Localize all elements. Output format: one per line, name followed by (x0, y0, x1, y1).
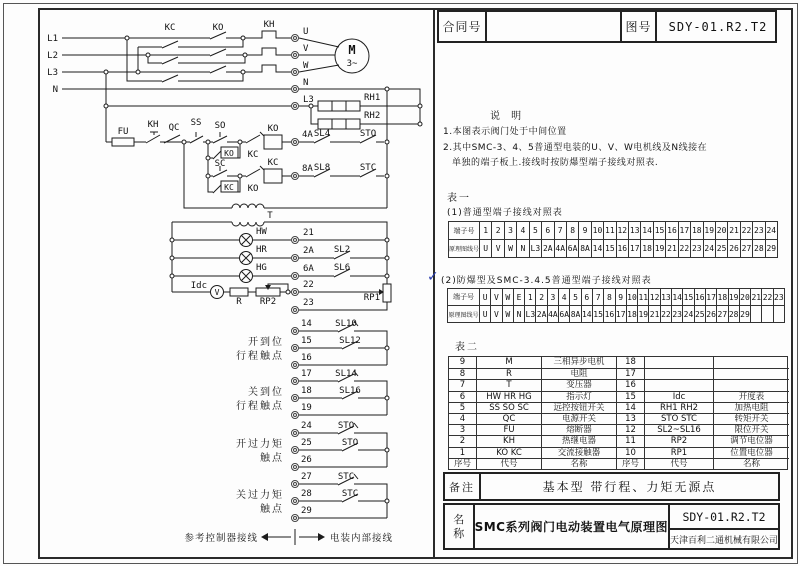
component-cell: KH (476, 435, 541, 446)
terminal-25-label: 25 (301, 438, 312, 448)
terminal-24-label: 24 (301, 421, 312, 431)
motor-phase-label: 3~ (346, 59, 358, 69)
component-cell: HW HR HG (476, 391, 541, 402)
terminal-no-cell: 1 (479, 222, 491, 239)
wire-no-cell (773, 306, 784, 322)
component-cell: 位置电位器 (713, 447, 789, 458)
wire-no-cell: 6A (558, 306, 569, 322)
terminal-no-cell: 8 (566, 222, 578, 239)
terminal-no-cell: E (513, 289, 524, 305)
component-cell: STO STC (644, 413, 713, 424)
wire-6a-label: 6A (303, 264, 314, 274)
component-cell: 转矩开关 (713, 413, 789, 424)
component-cell: 热继电器 (541, 435, 616, 446)
wire-no-cell: 8A (569, 306, 580, 322)
terminal-no-cell: 10 (591, 222, 603, 239)
component-cell: 14 (616, 402, 644, 413)
terminal-no-cell: 4 (516, 222, 528, 239)
ko-bank-label: KO (212, 23, 224, 33)
sl16-label: SL16 (339, 386, 361, 396)
terminal-no-cell: 12 (648, 289, 659, 305)
remark-block (443, 472, 780, 501)
wire-no-cell: 17 (628, 240, 640, 257)
component-cell: T (476, 379, 541, 390)
terminal-no-cell: 18 (690, 222, 702, 239)
ko-coil-label: KO (267, 124, 279, 134)
phase-l3-label: L3 (47, 68, 58, 78)
sto-a-label: STO (337, 421, 355, 431)
wire-no-cell: 2A (535, 306, 546, 322)
terminal-no-cell: 11 (637, 289, 648, 305)
wire-no-cell: L3 (524, 306, 535, 322)
rh1-label: RH1 (364, 93, 381, 103)
terminal-no-cell: 19 (728, 289, 739, 305)
terminal-14-label: 14 (301, 319, 312, 329)
note-line-3: 单独的端子板上.接线时按防爆型端子接线对照表. (452, 158, 659, 168)
wire-no-cell: 18 (626, 306, 637, 322)
terminal-no-cell: 5 (569, 289, 580, 305)
component-cell: 9 (459, 357, 466, 367)
kc-aux-label: KC (224, 183, 234, 192)
terminal-no-cell: 17 (678, 222, 690, 239)
terminal-no-cell: 22 (761, 289, 772, 305)
terminal-no-cell: 21 (727, 222, 739, 239)
terminal-no-cell: 6 (581, 289, 592, 305)
component-cell: R (476, 368, 541, 379)
wire-no-cell: 17 (615, 306, 626, 322)
component-cell: 13 (616, 413, 644, 424)
sto-b-label: STO (341, 438, 359, 448)
terminal-29-label: 29 (301, 506, 312, 516)
wire-no-cell: 4A (554, 240, 566, 257)
open-contactor-coil (264, 135, 282, 149)
terminal-no-cell: 20 (715, 222, 727, 239)
ko-interlock-label: KO (247, 184, 259, 194)
terminal-no-cell: 21 (750, 289, 761, 305)
terminal-no-cell: 23 (752, 222, 764, 239)
wire-no-cell: 19 (637, 306, 648, 322)
lamp-hw (240, 234, 253, 247)
component-cell: 11 (616, 435, 644, 446)
wire-no-cell: V (491, 240, 503, 257)
terminal-no-cell: 6 (541, 222, 553, 239)
terminal-no-cell: 3 (504, 222, 516, 239)
terminal-28-label: 28 (301, 489, 312, 499)
component-legend-table (448, 356, 788, 470)
terminal-table-explosion-proof (447, 288, 785, 323)
sl8-label: SL8 (313, 163, 331, 173)
component-cell: QC (476, 413, 541, 424)
terminal-no-cell: 9 (615, 289, 626, 305)
resistor-symbol (230, 288, 248, 296)
terminal-no-row (448, 289, 784, 305)
terminal-no-cell: 14 (671, 289, 682, 305)
component-boxes (112, 39, 391, 541)
component-cell: M (476, 357, 541, 368)
wire-no-cell: 27 (740, 240, 752, 257)
component-cell: SL2~SL16 (644, 424, 713, 435)
terminal-no-cell: 15 (653, 222, 665, 239)
remark-value: 基本型 带行程、力矩无源点 (542, 480, 717, 494)
component-cell (713, 368, 789, 379)
terminal-table-standard (448, 221, 778, 258)
component-cell: 2 (449, 435, 476, 446)
component-cell: RP2 (644, 435, 713, 446)
component-cell: 代号 (644, 458, 713, 469)
stc-a-label: STC (337, 472, 355, 482)
terminal-18-label: 18 (301, 386, 312, 396)
rh2-label: RH2 (364, 111, 381, 121)
terminal-22-label: 22 (303, 280, 314, 290)
rp2-label: RP2 (259, 297, 277, 307)
drawing-number: SDY-01.R2.T2 (670, 505, 778, 530)
kc-coil-label: KC (267, 158, 279, 168)
wire-no-cell: 14 (591, 240, 603, 257)
component-cell (644, 357, 713, 368)
terminal-no-cell: 17 (705, 289, 716, 305)
wire-no-cell (750, 306, 761, 322)
group-close-travel-label-2: 行程触点 (236, 401, 284, 412)
wire-no-cell: 16 (603, 306, 614, 322)
group-open-travel-label-1: 开到位 (248, 337, 284, 348)
wire-no-cell: 2A (541, 240, 553, 257)
table1-caption: 表一 (447, 193, 471, 204)
terminal-no-cell: 4 (558, 289, 569, 305)
company-name: 天津百利二通机械有限公司 (669, 535, 778, 546)
terminal-no-cell: 5 (529, 222, 541, 239)
component-cell: 5 (449, 402, 476, 413)
group-close-torque-label-2: 触点 (260, 504, 284, 515)
transformer-label: T (267, 211, 273, 221)
terminal-no-cell: 1 (524, 289, 535, 305)
wire-no-cell: 23 (690, 240, 702, 257)
terminal-no-cell: V (490, 289, 501, 305)
table2-caption: 表二 (455, 342, 479, 353)
wire-no-cell: 29 (765, 240, 777, 257)
terminal-no-cell: 9 (578, 222, 590, 239)
idc-label: Idc (190, 281, 207, 291)
terminal-no-cell: 2 (535, 289, 546, 305)
terminal-no-cell: W (502, 289, 513, 305)
wire-no-cell: 28 (728, 306, 739, 322)
component-cell: Idc (644, 391, 713, 402)
component-cell: 名称 (541, 458, 616, 469)
wire-no-cell: 16 (616, 240, 628, 257)
wire-no-cell: 19 (653, 240, 665, 257)
component-cell: KO KC (476, 447, 541, 458)
fuse-symbol (112, 138, 134, 146)
note-line-1: 1.本图表示阀门处于中间位置 (443, 127, 567, 137)
component-cell: 电源开关 (541, 413, 616, 424)
name-block-right (670, 505, 778, 548)
terminal-26-label: 26 (301, 455, 312, 465)
terminal-no-cell: 22 (740, 222, 752, 239)
component-cell: 代号 (476, 458, 541, 469)
terminal-no-cell: 20 (739, 289, 750, 305)
wire-no-cell: 24 (703, 240, 715, 257)
wire-no-cell: 29 (739, 306, 750, 322)
checkmark: ✓ (427, 269, 439, 285)
table2-subtitle: (2)防爆型及SMC-3.4.5普通型端子接线对照表 (441, 276, 652, 286)
wire-no-cell: 6A (566, 240, 578, 257)
terminal-16-label: 16 (301, 353, 312, 363)
wire-no-row (448, 305, 784, 322)
fu-label: FU (117, 127, 129, 137)
component-cell: 16 (616, 379, 644, 390)
component-cell: 限位开关 (713, 424, 789, 435)
drawing-no-label: 图号 (620, 12, 655, 41)
contract-no-value (485, 12, 620, 41)
terminal-no-cell: 13 (660, 289, 671, 305)
wire-2a-label: 2A (303, 246, 314, 256)
hr-label: HR (256, 245, 267, 255)
stc-close-label: STC (359, 163, 377, 173)
kh-ctl-label: KH (147, 120, 159, 130)
wire-no-cell: 25 (715, 240, 727, 257)
component-cell (713, 357, 789, 368)
terminal-23-label: 23 (303, 298, 314, 308)
component-cell: 远控按钮开关 (541, 402, 616, 413)
wire-no-cell: N (516, 240, 528, 257)
group-open-travel-label-2: 行程触点 (236, 351, 284, 362)
terminal-17-label: 17 (301, 369, 312, 379)
terminal-no-cell: 11 (603, 222, 615, 239)
note-line-2: 2.其中SMC-3、4、5普通型电装的U、V、W电机线及N线接在 (443, 143, 708, 153)
wire-no-cell: 14 (581, 306, 592, 322)
wire-no-cell: V (490, 306, 501, 322)
terminal-no-cell: 16 (665, 222, 677, 239)
terminal-19-label: 19 (301, 403, 312, 413)
terminal-no-cell: 16 (694, 289, 705, 305)
sl12-label: SL12 (339, 336, 361, 346)
component-cell (713, 379, 789, 390)
terminal-no-cell: 23 (773, 289, 784, 305)
component-cell: 6 (449, 391, 476, 402)
wire-no-cell: 24 (682, 306, 693, 322)
group-close-torque-label-1: 关过力矩 (236, 490, 284, 501)
wire-no-cell: 22 (660, 306, 671, 322)
sl2-label: SL2 (333, 245, 351, 255)
hg-label: HG (256, 263, 267, 273)
wire-no-cell: W (502, 306, 513, 322)
component-cell: RH1 RH2 (644, 402, 713, 413)
terminal-no-cell: 7 (554, 222, 566, 239)
sl4-label: SL4 (313, 129, 331, 139)
r-label: R (236, 297, 242, 307)
component-cell: 变压器 (541, 379, 616, 390)
component-cell: 17 (616, 368, 644, 379)
sl6-label: SL6 (333, 263, 351, 273)
lamp-hr (240, 252, 253, 265)
component-cell: 开度表 (713, 391, 789, 402)
title-block (437, 10, 777, 43)
component-cell: 4 (449, 413, 476, 424)
ko-aux-label: KO (224, 149, 234, 158)
terminal-u-label: U (303, 27, 309, 37)
wire-no-cell: 28 (752, 240, 764, 257)
lamp-hg (240, 270, 253, 283)
hw-label: HW (256, 227, 267, 237)
wire-no-cell: 26 (705, 306, 716, 322)
terminal-no-cell: 14 (640, 222, 652, 239)
wire-no-cell (761, 306, 772, 322)
component-cell: 8 (449, 368, 476, 379)
heater-rh2-symbol (318, 119, 360, 129)
component-cell: 10 (616, 447, 644, 458)
legend-controller-side: 参考控制器接线 (184, 533, 258, 544)
component-cell: 7 (449, 379, 476, 390)
phase-l2-label: L2 (47, 51, 58, 61)
so-label: SO (214, 121, 226, 131)
drawing-title: SMC系列阀门电动装置电气原理图 (475, 505, 670, 548)
rp1-potentiometer-symbol (383, 284, 391, 302)
heater-rh1-symbol (318, 101, 360, 111)
wire-no-row (449, 239, 777, 257)
ss-label: SS (190, 118, 202, 128)
wire-no-cell: 8A (578, 240, 590, 257)
qc-label: QC (168, 123, 180, 133)
group-close-travel-label-1: 关到位 (248, 387, 284, 398)
stc-b-label: STC (341, 489, 359, 499)
terminal-no-row (449, 222, 777, 239)
wire-no-cell: 4A (547, 306, 558, 322)
row-label: 原理图线号 (449, 246, 479, 253)
wire-no-cell: L3 (529, 240, 541, 257)
wire-no-cell: 25 (694, 306, 705, 322)
terminal-w-label: W (303, 61, 309, 71)
terminal-15-label: 15 (301, 336, 312, 346)
component-cell: 加热电阻 (713, 402, 789, 413)
kh-main-label: KH (263, 20, 275, 30)
terminal-n-label: N (303, 78, 309, 88)
component-cell: FU (476, 424, 541, 435)
close-contactor-coil (264, 169, 282, 183)
wire-no-cell: U (479, 306, 490, 322)
wire-no-cell: 15 (603, 240, 615, 257)
kc-bank-label: KC (164, 23, 176, 33)
terminal-no-cell: 10 (626, 289, 637, 305)
group-open-torque-label-1: 开过力矩 (236, 439, 284, 450)
component-cell (644, 379, 713, 390)
wire-8a-label: 8A (302, 164, 313, 174)
indicator-lamps (240, 234, 253, 283)
wire-no-cell: W (504, 240, 516, 257)
terminal-no-cell: 19 (703, 222, 715, 239)
component-cell: 18 (616, 357, 644, 368)
notes-heading: 说 明 (490, 111, 526, 122)
wire-no-cell: 21 (665, 240, 677, 257)
table1-subtitle: (1)普通型端子接线对照表 (447, 208, 563, 218)
sl14-label: SL14 (335, 369, 357, 379)
component-cell: 1 (449, 447, 476, 458)
terminal-no-cell: U (479, 289, 490, 305)
wire-no-cell: U (479, 240, 491, 257)
row-label: 端子号 (453, 226, 475, 235)
sc-label: SC (214, 159, 226, 169)
remark-label: 备注 (445, 474, 481, 499)
terminal-v-label: V (303, 44, 309, 54)
terminal-no-cell: 24 (765, 222, 777, 239)
terminal-27-label: 27 (301, 472, 312, 482)
terminal-l3-label: L3 (303, 95, 314, 105)
terminal-no-cell: 13 (628, 222, 640, 239)
component-cell: 3 (449, 424, 476, 435)
component-cell: 三相异步电机 (541, 357, 616, 368)
component-cell (644, 368, 713, 379)
component-cell: 交流接触器 (541, 447, 616, 458)
rp1-label: RP1 (363, 293, 380, 303)
component-cell: 指示灯 (541, 391, 616, 402)
terminal-no-cell: 8 (603, 289, 614, 305)
name-block (443, 503, 780, 550)
component-cell: 熔断器 (541, 424, 616, 435)
terminal-no-cell: 15 (682, 289, 693, 305)
wire-no-cell: 23 (671, 306, 682, 322)
drawing-no-value: SDY-01.R2.T2 (655, 12, 779, 41)
wire-no-cell: N (513, 306, 524, 322)
component-cell: 12 (616, 424, 644, 435)
component-cell: 调节电位器 (713, 435, 789, 446)
component-cell: 序号 (449, 458, 476, 469)
wire-no-cell: 27 (716, 306, 727, 322)
name-label (445, 505, 475, 548)
row-label: 原理图线号 (448, 311, 479, 319)
row-label: 端子号 (453, 293, 474, 301)
component-cell: 序号 (616, 458, 644, 469)
terminal-no-cell: 7 (592, 289, 603, 305)
kc-interlock-label: KC (247, 150, 259, 160)
legend-actuator-side: 电装内部接线 (330, 533, 394, 544)
wire-no-cell: 26 (727, 240, 739, 257)
phase-l1-label: L1 (47, 34, 58, 44)
wire-no-cell: 22 (678, 240, 690, 257)
terminal-no-cell: 3 (547, 289, 558, 305)
component-cell: 名称 (713, 458, 789, 469)
wire-no-cell: 18 (640, 240, 652, 257)
group-open-torque-label-2: 触点 (260, 453, 284, 464)
wire-no-cell: 21 (648, 306, 659, 322)
component-cell: RP1 (644, 447, 713, 458)
wire-4a-label: 4A (302, 130, 313, 140)
terminal-no-cell: 18 (716, 289, 727, 305)
schematic-labels (47, 20, 393, 544)
wire-no-cell: 15 (592, 306, 603, 322)
sl10-label: SL10 (335, 319, 357, 329)
component-cell: 15 (616, 391, 644, 402)
neutral-label: N (52, 85, 58, 95)
terminal-no-cell: 2 (491, 222, 503, 239)
sto-open-label: STO (359, 129, 377, 139)
component-cell: SS SO SC (476, 402, 541, 413)
component-cell: 电阻 (541, 368, 616, 379)
contract-no-label: 合同号 (442, 20, 482, 34)
name-label-text: 名称 (453, 512, 465, 540)
meter-v-label: V (214, 288, 220, 297)
terminal-no-cell: 12 (616, 222, 628, 239)
motor-label: M (348, 43, 356, 57)
terminal-21-label: 21 (303, 228, 314, 238)
terminals (292, 35, 299, 522)
